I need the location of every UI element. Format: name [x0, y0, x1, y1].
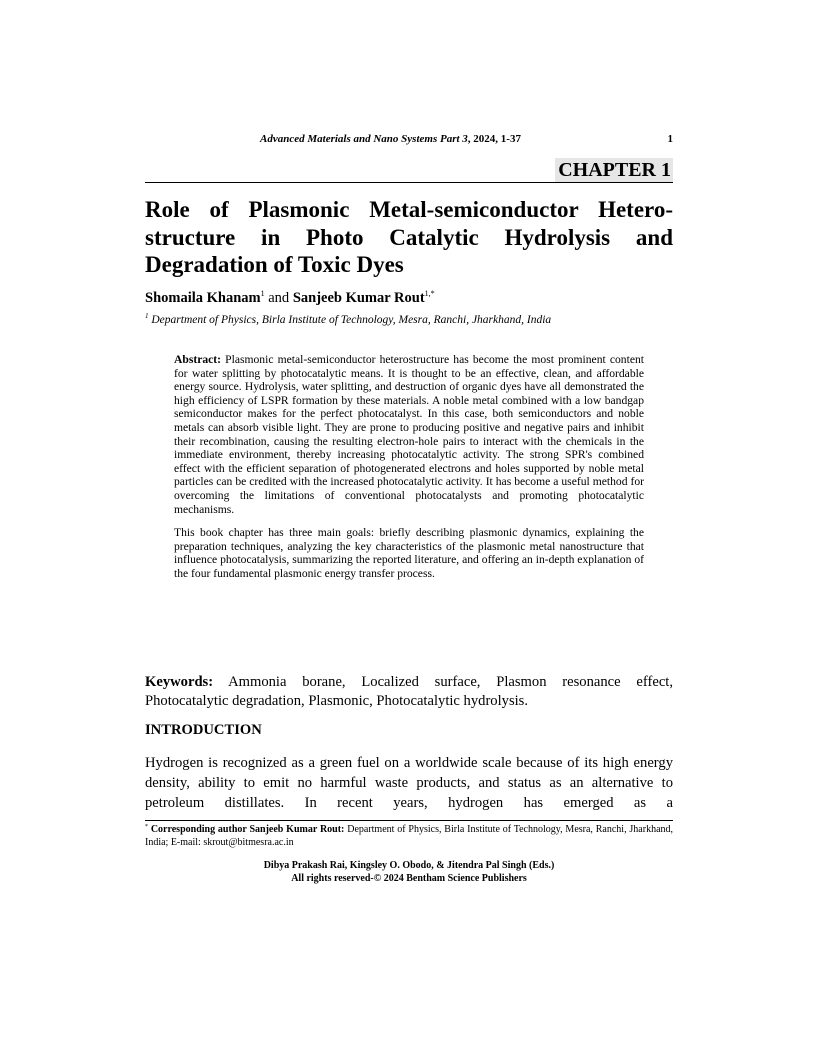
author-name: Sanjeeb Kumar Rout: [292, 290, 425, 306]
footnote-divider: [145, 820, 673, 821]
publisher-info: [145, 860, 673, 885]
author-name: Shomaila Khanam: [145, 290, 261, 306]
keywords-label: Keywords:: [145, 674, 214, 690]
page-number: 1: [667, 133, 673, 145]
footnote-text: Department of Physics, Birla Institute of Technology, Mesra, Ranchi, Jharkhand, India; E-mail: skrout@bitmesra.ac.in: [145, 824, 674, 848]
affiliation-text: Department of Physics, Birla Institute of Technology, Mesra, Ranchi, Jharkhand, India: [148, 314, 552, 326]
running-head: [145, 133, 673, 149]
author-conjunction: and: [264, 290, 293, 306]
chapter-title: Role of Plasmonic Metal-semiconductor Hetero-structure in Photo Catalytic Hydrolysis and Degradation of Toxic Dyes: [145, 197, 673, 277]
footnote-mark: *: [145, 824, 148, 830]
keywords-text: Ammonia borane, Localized surface, Plasmon resonance effect, Photocatalytic degradation, Plasmonic, Photocatalytic hydrolysis.: [145, 674, 673, 709]
abstract-text: Plasmonic metal-semiconductor heterostructure has become the most prominent content for water splitting by photocatalytic means. It is thought to be an effective, clean, and affordable energy source. Hydrolysis, water splitting, and destruction of organic dyes have all demonstrated the high efficiency of LSPR formation by these materials. A noble metal combined with a low bandgap semiconductor makes for the perfect photocatalyst. In this case, both semiconductors and noble metals can absorb visible light. They are prone to producing positive and negative pairs and inhibit their recombination, causing the resulting electron-hole pairs to interact with the chemicals in the immediate environment, thereby increasing photocatalytic activity. The strong SPR's combined effect with the efficient separation of photogenerated electrons and holes supported by noble metal particles can be credited with the increased photocatalytic activity. It has become a useful method for overcoming the limitations of conventional photocatalysts and promoting photocatalytic mechanisms.: [174, 353, 644, 516]
keywords: [145, 673, 673, 711]
abstract-label: Abstract:: [174, 353, 222, 366]
footnote-label: Corresponding author Sanjeeb Kumar Rout:: [148, 824, 345, 835]
journal-title: Advanced Materials and Nano Systems Part 3: [260, 133, 468, 145]
section-heading: INTRODUCTION: [145, 722, 262, 738]
journal-citation: [260, 133, 521, 145]
chapter-divider: [145, 182, 673, 183]
abstract: [174, 353, 644, 581]
footnote: [145, 823, 673, 849]
abstract-paragraph: This book chapter has three main goals: briefly describing plasmonic dynamics, explaining the preparation techniques, analyzing the key characteristics of the plasmonic metal nanostructure that influence photocatalysis, summarizing the reported literature, and offering an in-depth explanation of the four fundamental plasmonic energy transfer process.: [174, 526, 644, 580]
journal-issue: , 2024, 1-37: [467, 133, 521, 145]
affiliation-mark: 1: [145, 312, 149, 320]
author-affiliation-mark: 1: [260, 289, 265, 298]
rights-line: All rights reserved-© 2024 Bentham Science Publishers: [291, 872, 527, 884]
author-line: [145, 289, 673, 307]
author-affiliation-mark: 1,*: [424, 289, 435, 298]
body-paragraph: Hydrogen is recognized as a green fuel on a worldwide scale because of its high energy density, ability to emit no harmful waste products, and status as an alternative to petroleum distillates. In recent years, hydrogen has emerged as a: [145, 755, 673, 811]
affiliation: [145, 312, 673, 328]
abstract-paragraph: [174, 353, 644, 516]
chapter-label: CHAPTER 1: [555, 158, 673, 182]
editors-line: Dibya Prakash Rai, Kingsley O. Obodo, & Jitendra Pal Singh (Eds.): [263, 860, 555, 871]
